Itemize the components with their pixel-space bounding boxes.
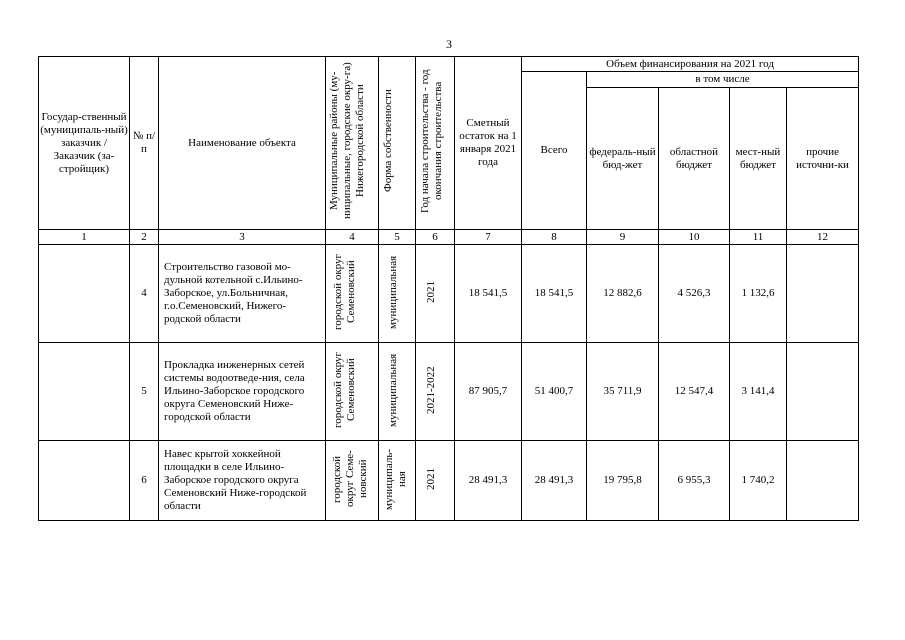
- row-ownership: муниципаль-ная: [379, 441, 416, 521]
- column-number: 9: [587, 230, 659, 245]
- header-financing-volume: Объем финансирования на 2021 год: [522, 57, 859, 72]
- row-estimate: 87 905,7: [455, 343, 522, 441]
- header-num: № п/п: [130, 57, 159, 230]
- row-regional: 4 526,3: [659, 245, 730, 343]
- row-total: 51 400,7: [522, 343, 587, 441]
- row-ownership: муниципальная: [379, 245, 416, 343]
- header-federal: федераль-ный бюд-жет: [587, 88, 659, 230]
- row-customer: [39, 441, 130, 521]
- row-ownership: муниципальная: [379, 343, 416, 441]
- header-customer: Государ-ственный (муниципаль-ный) заказчик / Заказчик (за-стройщик): [39, 57, 130, 230]
- header-regional: областной бюджет: [659, 88, 730, 230]
- column-number: 11: [730, 230, 787, 245]
- row-customer: [39, 245, 130, 343]
- row-estimate: 28 491,3: [455, 441, 522, 521]
- row-num: 6: [130, 441, 159, 521]
- row-total: 18 541,5: [522, 245, 587, 343]
- column-number: 10: [659, 230, 730, 245]
- column-number: 7: [455, 230, 522, 245]
- row-years: 2021-2022: [416, 343, 455, 441]
- header-including: в том числе: [587, 72, 859, 88]
- row-years: 2021: [416, 441, 455, 521]
- row-customer: [39, 343, 130, 441]
- row-other: [787, 343, 859, 441]
- column-number: 12: [787, 230, 859, 245]
- financing-table: [38, 56, 859, 521]
- row-years: 2021: [416, 245, 455, 343]
- row-other: [787, 441, 859, 521]
- row-other: [787, 245, 859, 343]
- row-regional: 12 547,4: [659, 343, 730, 441]
- column-number: 6: [416, 230, 455, 245]
- header-years: Год начала строительства - год окончания строительства: [416, 57, 455, 230]
- header-estimated-balance: Сметный остаток на 1 января 2021 года: [455, 57, 522, 230]
- row-federal: 12 882,6: [587, 245, 659, 343]
- column-number: 5: [379, 230, 416, 245]
- table-row: [39, 343, 859, 441]
- row-num: 4: [130, 245, 159, 343]
- column-number: 1: [39, 230, 130, 245]
- column-number: 2: [130, 230, 159, 245]
- header-local: мест-ный бюджет: [730, 88, 787, 230]
- row-total: 28 491,3: [522, 441, 587, 521]
- row-object-name: Прокладка инженерных сетей системы водоотведе-ния, села Ильино-Заборское городского округа Семеновский Ниже-городской области: [159, 343, 326, 441]
- row-estimate: 18 541,5: [455, 245, 522, 343]
- row-local: 1 740,2: [730, 441, 787, 521]
- row-federal: 35 711,9: [587, 343, 659, 441]
- header-total: Всего: [522, 72, 587, 230]
- column-number: 4: [326, 230, 379, 245]
- row-regional: 6 955,3: [659, 441, 730, 521]
- page-number: 3: [446, 37, 452, 51]
- header-other: прочие источни-ки: [787, 88, 859, 230]
- row-district: городской округ Семеновский: [326, 343, 379, 441]
- row-num: 5: [130, 343, 159, 441]
- row-object-name: Строительство газовой мо-дульной котельной с.Ильино-Заборское, ул.Больничная, г.о.Семеновский, Нижего-родской области: [159, 245, 326, 343]
- row-district: городской округ Семе-новский: [326, 441, 379, 521]
- row-local: 1 132,6: [730, 245, 787, 343]
- table-row: [39, 245, 859, 343]
- header-municipal-district: Муниципальные районы (му-ниципальные, городские окру-га) Нижегородской области: [326, 57, 379, 230]
- row-district: городской округ Семеновский: [326, 245, 379, 343]
- column-numbers-row: [39, 230, 859, 245]
- row-object-name: Навес крытой хоккейной площадки в селе Ильино-Заборское городского округа Семеновский Ниже-городской области: [159, 441, 326, 521]
- header-ownership: Форма собственности: [379, 57, 416, 230]
- row-local: 3 141,4: [730, 343, 787, 441]
- column-number: 3: [159, 230, 326, 245]
- table-row: [39, 441, 859, 521]
- column-number: 8: [522, 230, 587, 245]
- row-federal: 19 795,8: [587, 441, 659, 521]
- header-object-name: Наименование объекта: [159, 57, 326, 230]
